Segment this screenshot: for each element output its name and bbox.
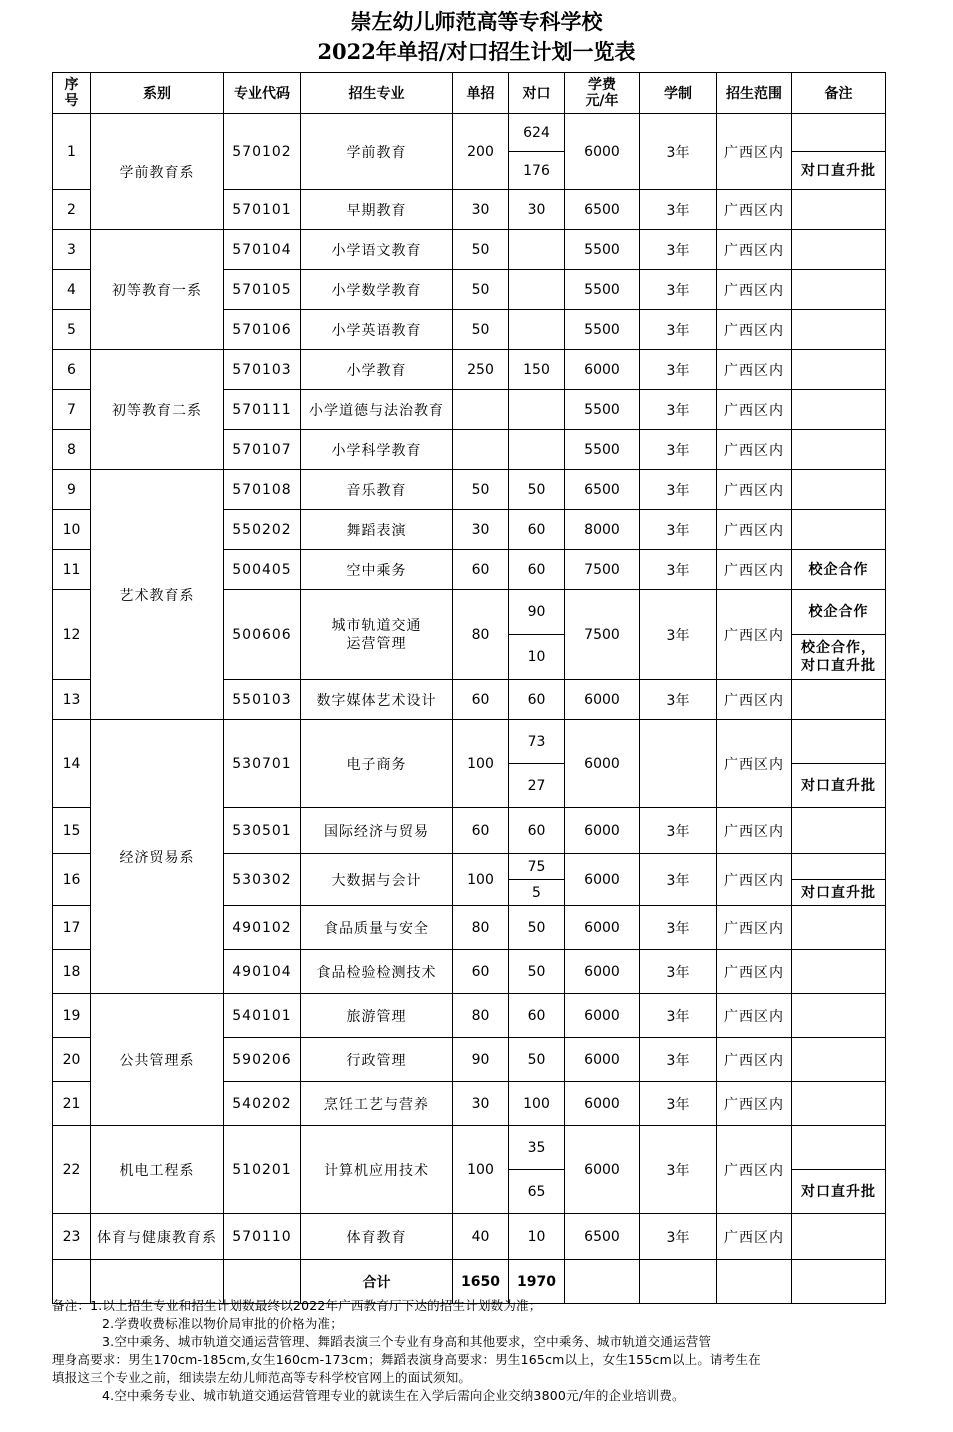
cell-major: 舞蹈表演 <box>301 510 453 550</box>
cell-dk: 624 <box>509 114 565 152</box>
cell-seq: 10 <box>53 510 91 550</box>
cell-fee: 7500 <box>565 590 640 680</box>
cell-note <box>792 310 886 350</box>
cell-code: 530302 <box>224 854 301 906</box>
cell-fee: 7500 <box>565 550 640 590</box>
cell-major: 音乐教育 <box>301 470 453 510</box>
cell-dk: 60 <box>509 550 565 590</box>
cell-note <box>792 190 886 230</box>
cell-scope: 广西区内 <box>717 430 792 470</box>
cell-major: 食品检验检测技术 <box>301 950 453 994</box>
cell-single: 100 <box>453 854 509 906</box>
cell-seq: 5 <box>53 310 91 350</box>
cell-major: 小学英语教育 <box>301 310 453 350</box>
cell-duration: 3年 <box>640 470 717 510</box>
cell-code: 570103 <box>224 350 301 390</box>
cell-seq: 7 <box>53 390 91 430</box>
cell-note <box>792 994 886 1038</box>
cell-single: 100 <box>453 1126 509 1214</box>
remark-2: 2.学费收费标准以物价局审批的价格为准； <box>102 1316 343 1331</box>
total-single: 1650 <box>453 1260 509 1304</box>
cell-seq: 11 <box>53 550 91 590</box>
cell-fee: 5500 <box>565 310 640 350</box>
cell-single: 80 <box>453 590 509 680</box>
cell-fee: 5500 <box>565 430 640 470</box>
cell-seq: 2 <box>53 190 91 230</box>
header-scope: 招生范围 <box>717 73 792 114</box>
cell-note <box>792 720 886 764</box>
cell-code: 500606 <box>224 590 301 680</box>
cell-duration: 3年 <box>640 590 717 680</box>
cell-duration: 3年 <box>640 270 717 310</box>
cell-duration <box>640 720 717 808</box>
cell-code: 550202 <box>224 510 301 550</box>
cell-note: 校企合作 <box>792 590 886 635</box>
cell-dk: 60 <box>509 680 565 720</box>
cell-fee: 6000 <box>565 680 640 720</box>
cell-single: 60 <box>453 950 509 994</box>
header-dept: 系别 <box>91 73 224 114</box>
cell-dk: 60 <box>509 808 565 854</box>
cell-scope: 广西区内 <box>717 1082 792 1126</box>
cell-scope: 广西区内 <box>717 994 792 1038</box>
cell-code: 490104 <box>224 950 301 994</box>
page-subtitle: 2022年单招/对口招生计划一览表 <box>317 39 636 64</box>
cell-duration: 3年 <box>640 680 717 720</box>
cell-scope: 广西区内 <box>717 680 792 720</box>
cell-duration: 3年 <box>640 190 717 230</box>
cell-fee: 6000 <box>565 1082 640 1126</box>
cell-duration: 3年 <box>640 808 717 854</box>
cell-dk: 73 <box>509 720 565 764</box>
cell-note <box>792 430 886 470</box>
cell-seq: 23 <box>53 1214 91 1260</box>
cell-note: 对口直升批 <box>792 152 886 190</box>
cell-dept: 初等教育一系 <box>91 230 224 350</box>
cell-single: 80 <box>453 906 509 950</box>
cell-major: 食品质量与安全 <box>301 906 453 950</box>
remarks <box>52 1297 902 1405</box>
cell-duration: 3年 <box>640 350 717 390</box>
cell-scope: 广西区内 <box>717 190 792 230</box>
cell-duration: 3年 <box>640 310 717 350</box>
cell-major: 国际经济与贸易 <box>301 808 453 854</box>
cell-duration: 3年 <box>640 390 717 430</box>
cell-dk: 30 <box>509 190 565 230</box>
cell-fee: 6500 <box>565 470 640 510</box>
cell-code: 540101 <box>224 994 301 1038</box>
cell-duration: 3年 <box>640 114 717 190</box>
cell-code: 570107 <box>224 430 301 470</box>
header-dk: 对口 <box>509 73 565 114</box>
cell-major: 计算机应用技术 <box>301 1126 453 1214</box>
cell-seq: 16 <box>53 854 91 906</box>
cell-dk: 65 <box>509 1170 565 1214</box>
remark-3a: 3.空中乘务、城市轨道交通运营管理、舞蹈表演三个专业有身高和其他要求，空中乘务、城市轨道交通运营管 <box>102 1334 712 1349</box>
enrollment-table <box>52 72 886 1304</box>
cell-code: 570105 <box>224 270 301 310</box>
header-duration: 学制 <box>640 73 717 114</box>
cell-single: 80 <box>453 994 509 1038</box>
cell-dept: 体育与健康教育系 <box>91 1214 224 1260</box>
cell-single: 60 <box>453 680 509 720</box>
cell-duration: 3年 <box>640 550 717 590</box>
table-row <box>53 720 886 764</box>
total-dk: 1970 <box>509 1260 565 1304</box>
cell-single: 50 <box>453 230 509 270</box>
cell-major: 烹饪工艺与营养 <box>301 1082 453 1126</box>
cell-code: 570108 <box>224 470 301 510</box>
cell-dk <box>509 230 565 270</box>
cell-fee: 6000 <box>565 950 640 994</box>
cell-scope: 广西区内 <box>717 510 792 550</box>
cell-fee: 5500 <box>565 390 640 430</box>
cell-dk: 10 <box>509 1214 565 1260</box>
cell-fee: 6500 <box>565 190 640 230</box>
cell-duration: 3年 <box>640 1214 717 1260</box>
remark-3b: 理身高要求：男生170cm-185cm,女生160cm-173cm；舞蹈表演身高要求：男生165cm以上，女生155cm以上。请考生在 <box>52 1352 761 1367</box>
header-fee: 学费 元/年 <box>565 73 640 114</box>
cell-dk: 50 <box>509 950 565 994</box>
cell-single <box>453 390 509 430</box>
cell-seq: 6 <box>53 350 91 390</box>
cell-seq: 14 <box>53 720 91 808</box>
table-row <box>53 230 886 270</box>
cell-major: 小学道德与法治教育 <box>301 390 453 430</box>
cell-dk: 5 <box>509 880 565 906</box>
cell-note <box>792 680 886 720</box>
cell-note <box>792 906 886 950</box>
cell-code: 510201 <box>224 1126 301 1214</box>
cell-duration: 3年 <box>640 1082 717 1126</box>
cell-fee: 5500 <box>565 230 640 270</box>
table-row <box>53 1126 886 1170</box>
cell-note <box>792 1214 886 1260</box>
cell-seq: 8 <box>53 430 91 470</box>
cell-dk: 50 <box>509 906 565 950</box>
header-notes: 备注 <box>792 73 886 114</box>
cell-scope: 广西区内 <box>717 906 792 950</box>
table-row <box>53 350 886 390</box>
cell-fee: 6000 <box>565 350 640 390</box>
cell-major: 行政管理 <box>301 1038 453 1082</box>
cell-code: 570110 <box>224 1214 301 1260</box>
header-seq: 序 号 <box>53 73 91 114</box>
cell-single: 30 <box>453 510 509 550</box>
cell-fee: 6000 <box>565 994 640 1038</box>
cell-note <box>792 1126 886 1170</box>
cell-note <box>792 854 886 880</box>
total-label: 合计 <box>301 1260 453 1304</box>
table-row <box>53 994 886 1038</box>
cell-dk <box>509 390 565 430</box>
cell-major: 小学教育 <box>301 350 453 390</box>
cell-fee: 6000 <box>565 114 640 190</box>
table-row <box>53 470 886 510</box>
cell-single: 40 <box>453 1214 509 1260</box>
cell-duration: 3年 <box>640 430 717 470</box>
cell-duration: 3年 <box>640 950 717 994</box>
cell-code: 590206 <box>224 1038 301 1082</box>
cell-code: 550103 <box>224 680 301 720</box>
cell-dk <box>509 310 565 350</box>
cell-seq: 19 <box>53 994 91 1038</box>
cell-dk: 150 <box>509 350 565 390</box>
cell-dk: 60 <box>509 510 565 550</box>
cell-dk: 50 <box>509 1038 565 1082</box>
cell-dk <box>509 270 565 310</box>
cell-note: 对口直升批 <box>792 880 886 906</box>
cell-scope: 广西区内 <box>717 390 792 430</box>
cell-seq: 15 <box>53 808 91 854</box>
cell-duration: 3年 <box>640 1126 717 1214</box>
cell-note <box>792 470 886 510</box>
cell-major: 早期教育 <box>301 190 453 230</box>
cell-code: 570111 <box>224 390 301 430</box>
cell-dk: 176 <box>509 152 565 190</box>
cell-major: 小学数学教育 <box>301 270 453 310</box>
cell-major: 小学语文教育 <box>301 230 453 270</box>
cell-fee: 6000 <box>565 1038 640 1082</box>
cell-duration: 3年 <box>640 230 717 270</box>
cell-single: 30 <box>453 190 509 230</box>
cell-seq: 22 <box>53 1126 91 1214</box>
cell-seq: 20 <box>53 1038 91 1082</box>
cell-duration: 3年 <box>640 994 717 1038</box>
cell-major: 体育教育 <box>301 1214 453 1260</box>
cell-note <box>792 950 886 994</box>
table-row <box>53 1214 886 1260</box>
cell-fee: 5500 <box>565 270 640 310</box>
cell-scope: 广西区内 <box>717 350 792 390</box>
cell-fee: 6000 <box>565 1126 640 1214</box>
cell-fee: 6000 <box>565 808 640 854</box>
cell-single <box>453 430 509 470</box>
cell-scope: 广西区内 <box>717 114 792 190</box>
cell-scope: 广西区内 <box>717 808 792 854</box>
cell-seq: 1 <box>53 114 91 190</box>
cell-major: 旅游管理 <box>301 994 453 1038</box>
cell-scope: 广西区内 <box>717 590 792 680</box>
cell-note <box>792 808 886 854</box>
cell-fee: 6000 <box>565 854 640 906</box>
cell-note: 对口直升批 <box>792 1170 886 1214</box>
cell-fee: 6000 <box>565 720 640 808</box>
cell-single: 100 <box>453 720 509 808</box>
cell-scope: 广西区内 <box>717 1214 792 1260</box>
cell-single: 50 <box>453 310 509 350</box>
cell-dept: 公共管理系 <box>91 994 224 1126</box>
cell-duration: 3年 <box>640 906 717 950</box>
cell-single: 50 <box>453 270 509 310</box>
remark-4: 4.空中乘务专业、城市轨道交通运营管理专业的就读生在入学后需向企业交纳3800元/年的企业培训费。 <box>102 1388 685 1403</box>
cell-duration: 3年 <box>640 1038 717 1082</box>
cell-code: 570101 <box>224 190 301 230</box>
cell-single: 30 <box>453 1082 509 1126</box>
cell-note <box>792 390 886 430</box>
cell-code: 570102 <box>224 114 301 190</box>
cell-dept: 经济贸易系 <box>91 720 224 994</box>
cell-seq: 4 <box>53 270 91 310</box>
cell-seq: 13 <box>53 680 91 720</box>
cell-scope: 广西区内 <box>717 854 792 906</box>
remark-3c: 填报这三个专业之前，细读崇左幼儿师范高等专科学校官网上的面试须知。 <box>52 1370 472 1385</box>
cell-major: 电子商务 <box>301 720 453 808</box>
cell-code: 570104 <box>224 230 301 270</box>
cell-dept: 初等教育二系 <box>91 350 224 470</box>
cell-dk: 100 <box>509 1082 565 1126</box>
cell-note: 校企合作， 对口直升批 <box>792 635 886 680</box>
cell-dept: 机电工程系 <box>91 1126 224 1214</box>
cell-note <box>792 270 886 310</box>
cell-single: 50 <box>453 470 509 510</box>
header-major: 招生专业 <box>301 73 453 114</box>
cell-duration: 3年 <box>640 510 717 550</box>
table-row <box>53 114 886 152</box>
cell-note <box>792 230 886 270</box>
cell-duration: 3年 <box>640 854 717 906</box>
cell-dk: 35 <box>509 1126 565 1170</box>
cell-note <box>792 510 886 550</box>
page-title: 崇左幼儿师范高等专科学校 <box>350 9 603 34</box>
cell-dk: 90 <box>509 590 565 635</box>
cell-seq: 17 <box>53 906 91 950</box>
cell-scope: 广西区内 <box>717 230 792 270</box>
cell-fee: 8000 <box>565 510 640 550</box>
cell-dk: 27 <box>509 764 565 808</box>
cell-single: 250 <box>453 350 509 390</box>
cell-dk: 10 <box>509 635 565 680</box>
cell-note <box>792 350 886 390</box>
cell-seq: 3 <box>53 230 91 270</box>
cell-dept: 学前教育系 <box>91 114 224 230</box>
cell-fee: 6500 <box>565 1214 640 1260</box>
header-single: 单招 <box>453 73 509 114</box>
cell-note: 对口直升批 <box>792 764 886 808</box>
cell-scope: 广西区内 <box>717 310 792 350</box>
cell-code: 530701 <box>224 720 301 808</box>
cell-major: 城市轨道交通 运营管理 <box>301 590 453 680</box>
cell-single: 90 <box>453 1038 509 1082</box>
cell-note <box>792 114 886 152</box>
cell-major: 大数据与会计 <box>301 854 453 906</box>
cell-dk: 75 <box>509 854 565 880</box>
cell-note: 校企合作 <box>792 550 886 590</box>
cell-scope: 广西区内 <box>717 1126 792 1214</box>
table-header-row <box>53 73 886 114</box>
cell-scope: 广西区内 <box>717 720 792 808</box>
cell-major: 小学科学教育 <box>301 430 453 470</box>
cell-major: 空中乘务 <box>301 550 453 590</box>
cell-scope: 广西区内 <box>717 950 792 994</box>
cell-major: 数字媒体艺术设计 <box>301 680 453 720</box>
cell-code: 540202 <box>224 1082 301 1126</box>
cell-scope: 广西区内 <box>717 470 792 510</box>
cell-code: 490102 <box>224 906 301 950</box>
cell-dk: 50 <box>509 470 565 510</box>
cell-dk <box>509 430 565 470</box>
cell-major: 学前教育 <box>301 114 453 190</box>
header-code: 专业代码 <box>224 73 301 114</box>
cell-note <box>792 1038 886 1082</box>
cell-note <box>792 1082 886 1126</box>
cell-seq: 18 <box>53 950 91 994</box>
cell-fee: 6000 <box>565 906 640 950</box>
cell-scope: 广西区内 <box>717 270 792 310</box>
cell-code: 500405 <box>224 550 301 590</box>
cell-code: 570106 <box>224 310 301 350</box>
cell-scope: 广西区内 <box>717 1038 792 1082</box>
cell-code: 530501 <box>224 808 301 854</box>
cell-dept: 艺术教育系 <box>91 470 224 720</box>
cell-scope: 广西区内 <box>717 550 792 590</box>
cell-single: 60 <box>453 808 509 854</box>
cell-seq: 21 <box>53 1082 91 1126</box>
cell-seq: 9 <box>53 470 91 510</box>
cell-single: 60 <box>453 550 509 590</box>
remark-1: 备注：1.以上招生专业和招生计划数最终以2022年广西教育厅下达的招生计划数为准； <box>52 1298 542 1313</box>
cell-dk: 60 <box>509 994 565 1038</box>
cell-seq: 12 <box>53 590 91 680</box>
cell-single: 200 <box>453 114 509 190</box>
